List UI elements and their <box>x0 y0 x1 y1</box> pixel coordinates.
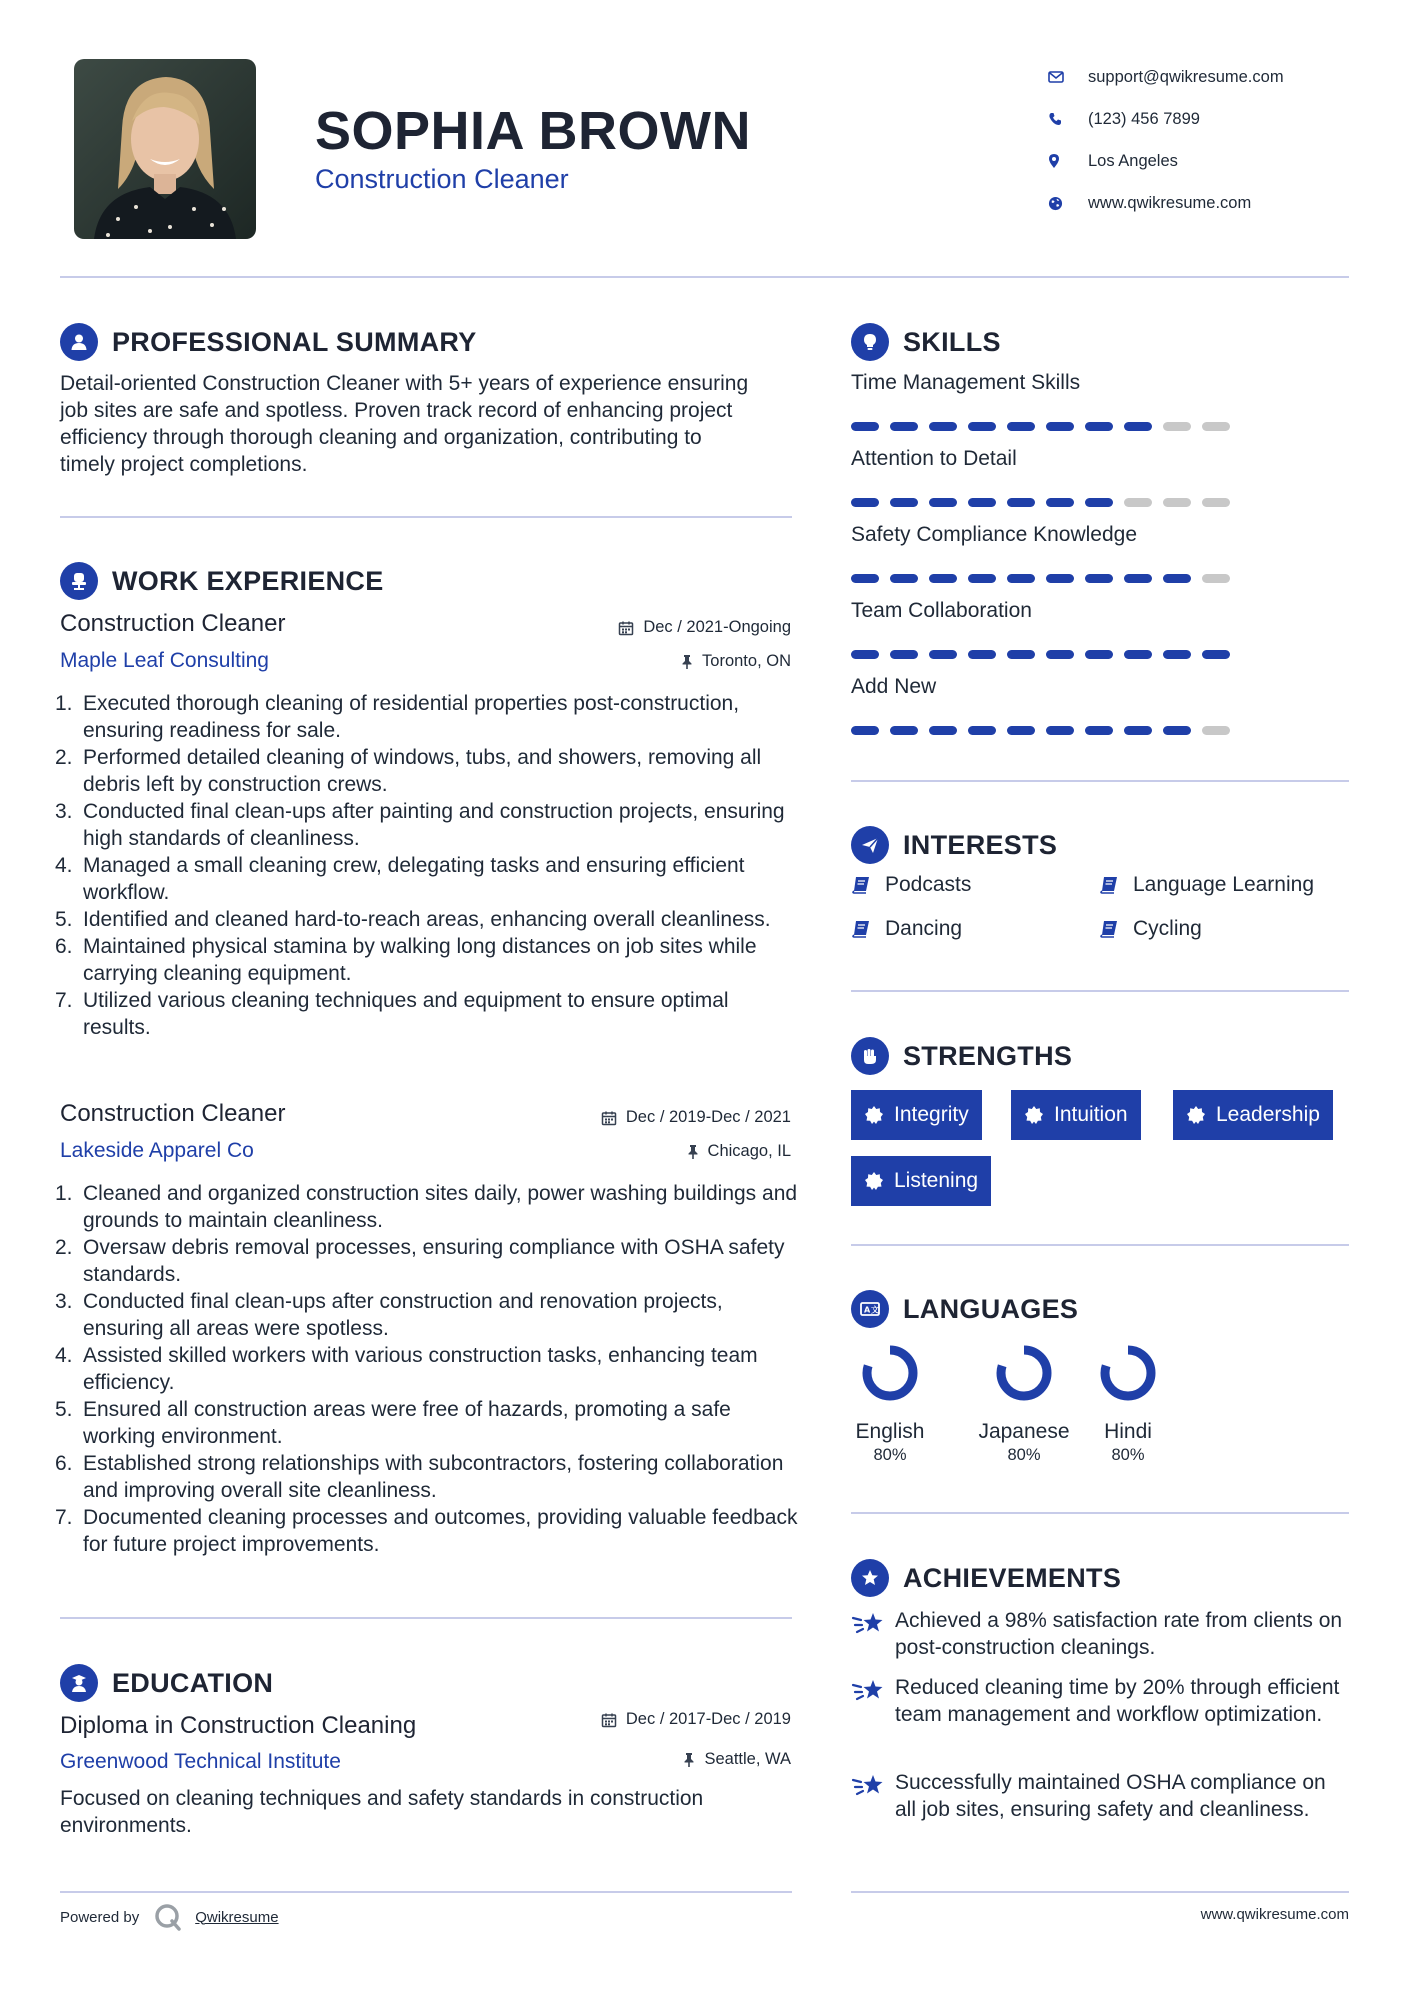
skill-rating <box>851 422 1321 431</box>
job-2-location <box>687 1142 791 1161</box>
skill-rating <box>851 650 1321 659</box>
skill-dot-filled <box>851 726 879 735</box>
contact-website-text: www.qwikresume.com <box>1088 193 1252 212</box>
skill-dot-empty <box>1124 498 1152 507</box>
skills-heading <box>851 323 1001 361</box>
skill-dot-filled <box>1046 726 1074 735</box>
skill-dot-filled <box>1163 574 1191 583</box>
strengths-heading <box>851 1037 1072 1075</box>
skill-dot-filled <box>929 498 957 507</box>
skill-dot-filled <box>968 726 996 735</box>
skill-rating <box>851 574 1321 583</box>
skill-item <box>851 371 1321 431</box>
interest-label: Language Learning <box>1133 873 1315 896</box>
interests-heading <box>851 826 1057 864</box>
skill-dot-filled <box>851 422 879 431</box>
calendar-icon <box>618 620 634 636</box>
shooting-star-icon <box>851 1677 885 1705</box>
experience-heading <box>60 562 384 600</box>
skill-dot-filled <box>1124 574 1152 583</box>
interests-divider <box>851 990 1349 992</box>
strength-label: Intuition <box>1054 1103 1128 1126</box>
achievements-heading <box>851 1559 1121 1597</box>
skill-dot-filled <box>929 574 957 583</box>
education-school: Greenwood Technical Institute <box>60 1750 341 1773</box>
job-2-dates-text: Dec / 2019-Dec / 2021 <box>625 1108 791 1126</box>
summary-text: Detail-oriented Construction Cleaner with 5+ years of experience ensuring job sites are safe and spotless. Proven track record of enhancing project efficiency through thorough cleaning and organization, contributing to timely project completions. <box>60 372 749 476</box>
skill-dot-filled <box>968 574 996 583</box>
skill-name: Team Collaboration <box>851 599 1032 622</box>
skill-dot-filled <box>1046 422 1074 431</box>
skill-dot-filled <box>1124 650 1152 659</box>
strength-label: Integrity <box>894 1103 969 1126</box>
strength-chip <box>1173 1090 1333 1140</box>
duty-item: 4. Assisted skilled workers with various construction tasks, enhancing team efficiency. <box>55 1344 758 1394</box>
duty-item: 1. Cleaned and organized construction sites daily, power washing buildings and grounds to maintain cleanliness. <box>55 1182 798 1232</box>
duty-item: 2. Performed detailed cleaning of windows, tubs, and showers, removing all debris left by construction crews. <box>55 746 762 796</box>
skill-dot-filled <box>1163 726 1191 735</box>
briefcase-chair-icon <box>60 562 98 600</box>
contact-phone-text: (123) 456 7899 <box>1088 109 1200 128</box>
skill-dot-filled <box>1007 422 1035 431</box>
skill-dot-filled <box>1046 574 1074 583</box>
fist-icon <box>851 1037 889 1075</box>
achievement-text: Reduced cleaning time by 20% through efficient team management and workflow optimization. <box>895 1676 1340 1726</box>
skills-heading-text: SKILLS <box>903 326 1001 357</box>
duty-item: 3. Conducted final clean-ups after construction and renovation projects, ensuring all areas were spotless. <box>55 1290 723 1340</box>
badge-star-icon <box>864 1105 884 1125</box>
language-level-ring <box>1098 1343 1158 1403</box>
job-1-title: Construction Cleaner <box>60 610 286 637</box>
languages-heading <box>851 1290 1078 1328</box>
duty-item: 6. Established strong relationships with subcontractors, fostering collaboration and improving overall site cleanliness. <box>55 1452 784 1502</box>
skill-dot-filled <box>1046 498 1074 507</box>
header-divider <box>60 276 1349 278</box>
skill-dot-filled <box>968 498 996 507</box>
skill-name: Attention to Detail <box>851 447 1017 470</box>
skill-item <box>851 599 1321 659</box>
pushpin-icon <box>683 1752 695 1768</box>
footer-url[interactable]: www.qwikresume.com <box>1200 1906 1349 1923</box>
profile-photo <box>74 59 256 239</box>
skill-dot-filled <box>851 650 879 659</box>
skill-dot-filled <box>1124 726 1152 735</box>
interest-item <box>1099 917 1202 941</box>
interest-item <box>1099 873 1314 897</box>
achievement-item <box>851 1769 1351 1823</box>
skill-rating <box>851 726 1321 735</box>
skill-dot-filled <box>1007 650 1035 659</box>
job-1-duties <box>55 690 800 1041</box>
svg-text:A: A <box>864 1305 871 1315</box>
star-badge-icon <box>851 1559 889 1597</box>
skill-dot-empty <box>1202 574 1230 583</box>
skill-dot-filled <box>890 726 918 735</box>
skills-divider <box>851 780 1349 782</box>
skill-dot-empty <box>1202 498 1230 507</box>
language-name: English <box>855 1420 925 1443</box>
qwikresume-link[interactable]: Qwikresume <box>195 1908 279 1926</box>
calendar-icon <box>601 1712 617 1728</box>
education-location-text: Seattle, WA <box>704 1750 791 1768</box>
strength-chip <box>1011 1090 1141 1140</box>
interest-label: Cycling <box>1133 917 1202 940</box>
strength-chip <box>851 1090 982 1140</box>
skill-dot-filled <box>890 650 918 659</box>
strength-chip <box>851 1156 991 1206</box>
book-icon <box>1099 876 1119 894</box>
badge-star-icon <box>1024 1105 1044 1125</box>
language-item <box>1073 1343 1183 1465</box>
skill-dot-filled <box>1046 650 1074 659</box>
language-percent: 80% <box>1007 1446 1041 1464</box>
interest-label: Dancing <box>885 917 963 940</box>
duty-item: 2. Oversaw debris removal processes, ensuring compliance with OSHA safety standards. <box>55 1236 785 1286</box>
skill-dot-empty <box>1163 498 1191 507</box>
phone-icon <box>1048 112 1062 126</box>
skill-dot-filled <box>929 422 957 431</box>
education-dates-text: Dec / 2017-Dec / 2019 <box>625 1710 791 1728</box>
summary-heading-text: PROFESSIONAL SUMMARY <box>112 326 477 357</box>
contact-list <box>1048 56 1284 224</box>
skill-item <box>851 523 1321 583</box>
language-percent: 80% <box>873 1446 907 1464</box>
education-heading <box>60 1664 273 1702</box>
skill-dot-filled <box>1085 650 1113 659</box>
skill-dot-filled <box>1202 650 1230 659</box>
skill-dot-filled <box>890 574 918 583</box>
language-item <box>969 1343 1079 1465</box>
skill-dot-filled <box>1085 574 1113 583</box>
skill-dot-filled <box>1085 422 1113 431</box>
skill-dot-filled <box>890 498 918 507</box>
book-icon <box>851 876 871 894</box>
contact-location <box>1048 140 1284 182</box>
education-description: Focused on cleaning techniques and safety standards in construction environments. <box>60 1787 704 1837</box>
duty-item: 3. Conducted final clean-ups after painting and construction projects, ensuring high standards of cleanliness. <box>55 800 785 850</box>
experience-heading-text: WORK EXPERIENCE <box>112 565 384 596</box>
achievement-item <box>851 1674 1351 1728</box>
skill-dot-empty <box>1163 422 1191 431</box>
skill-dot-filled <box>851 498 879 507</box>
map-pin-icon <box>1048 153 1060 169</box>
badge-star-icon <box>1186 1105 1206 1125</box>
experience-divider <box>60 1617 792 1619</box>
skill-dot-filled <box>968 422 996 431</box>
contact-email[interactable] <box>1048 56 1284 98</box>
user-icon <box>60 323 98 361</box>
skill-dot-filled <box>851 574 879 583</box>
duty-item: 5. Identified and cleaned hard-to-reach areas, enhancing overall cleanliness. <box>55 908 771 931</box>
skill-dot-filled <box>1085 726 1113 735</box>
skill-dot-empty <box>1202 422 1230 431</box>
candidate-title: Construction Cleaner <box>315 164 569 194</box>
calendar-icon <box>601 1110 617 1126</box>
skill-dot-filled <box>1085 498 1113 507</box>
education-dates <box>601 1710 791 1729</box>
duty-item: 4. Managed a small cleaning crew, delegating tasks and ensuring efficient workflow. <box>55 854 745 904</box>
pushpin-icon <box>681 654 693 670</box>
book-icon <box>1099 920 1119 938</box>
skill-dot-filled <box>1007 574 1035 583</box>
interests-heading-text: INTERESTS <box>903 829 1058 860</box>
summary-heading <box>60 323 477 361</box>
job-2-company: Lakeside Apparel Co <box>60 1139 254 1162</box>
achievement-text: Achieved a 98% satisfaction rate from clients on post-construction cleanings. <box>895 1609 1343 1659</box>
skill-dot-filled <box>968 650 996 659</box>
contact-phone[interactable] <box>1048 98 1284 140</box>
duty-item: 5. Ensured all construction areas were free of hazards, promoting a safe working environment. <box>55 1398 731 1448</box>
skill-rating <box>851 498 1321 507</box>
interest-item <box>851 873 971 897</box>
summary-divider <box>60 516 792 518</box>
strengths-heading-text: STRENGTHS <box>903 1040 1073 1071</box>
education-degree: Diploma in Construction Cleaning <box>60 1712 417 1739</box>
language-name: Hindi <box>1104 1420 1152 1443</box>
skill-dot-filled <box>1163 650 1191 659</box>
job-2-location-text: Chicago, IL <box>707 1142 791 1160</box>
job-2-dates <box>601 1108 791 1127</box>
language-level-ring <box>860 1343 920 1403</box>
duty-item: 7. Utilized various cleaning techniques and equipment to ensure optimal results. <box>55 989 729 1039</box>
interest-label: Podcasts <box>885 873 972 896</box>
footer-divider-left <box>60 1891 792 1893</box>
job-1-dates-text: Dec / 2021-Ongoing <box>643 618 791 636</box>
language-item <box>835 1343 945 1465</box>
contact-email-text: support@qwikresume.com <box>1088 67 1284 86</box>
candidate-name: SOPHIA BROWN <box>315 101 751 161</box>
graduate-icon <box>60 1664 98 1702</box>
envelope-icon <box>1048 71 1064 83</box>
shooting-star-icon <box>851 1610 885 1638</box>
paper-plane-icon <box>851 826 889 864</box>
achievements-heading-text: ACHIEVEMENTS <box>903 1562 1122 1593</box>
language-level-ring <box>994 1343 1054 1403</box>
language-percent: 80% <box>1111 1446 1145 1464</box>
job-1-company: Maple Leaf Consulting <box>60 649 269 672</box>
language-name: Japanese <box>978 1420 1070 1443</box>
job-1-location-text: Toronto, ON <box>702 652 791 670</box>
skill-dot-filled <box>1007 498 1035 507</box>
powered-by <box>60 1902 279 1932</box>
skill-dot-filled <box>890 422 918 431</box>
contact-location-text: Los Angeles <box>1088 151 1178 170</box>
skill-dot-filled <box>1007 726 1035 735</box>
languages-divider <box>851 1512 1349 1514</box>
duty-item: 1. Executed thorough cleaning of residential properties post-construction, ensuring readiness for sale. <box>55 692 740 742</box>
contact-website[interactable] <box>1048 182 1284 224</box>
strengths-divider <box>851 1244 1349 1246</box>
duty-item: 6. Maintained physical stamina by walking long distances on job sites while carrying cleaning equipment. <box>55 935 757 985</box>
job-1-dates <box>618 618 791 637</box>
book-icon <box>851 920 871 938</box>
translate-icon <box>851 1290 889 1328</box>
education-location <box>683 1750 791 1769</box>
skill-name: Add New <box>851 675 937 698</box>
duty-item: 7. Documented cleaning processes and outcomes, providing valuable feedback for future project improvements. <box>55 1506 798 1556</box>
interest-item <box>851 917 962 941</box>
job-1-location <box>681 652 791 671</box>
languages-heading-text: LANGUAGES <box>903 1293 1079 1324</box>
achievement-text: Successfully maintained OSHA compliance on all job sites, ensuring safety and cleanliness. <box>895 1771 1326 1821</box>
skill-dot-filled <box>929 726 957 735</box>
pushpin-icon <box>687 1144 699 1160</box>
skill-item[interactable] <box>851 675 1321 735</box>
lightbulb-icon <box>851 323 889 361</box>
strength-label: Listening <box>894 1169 979 1192</box>
globe-icon <box>1048 196 1063 211</box>
badge-star-icon <box>864 1171 884 1191</box>
skill-item <box>851 447 1321 507</box>
footer-divider-right <box>851 1891 1349 1893</box>
skill-name: Safety Compliance Knowledge <box>851 523 1138 546</box>
achievement-item <box>851 1607 1351 1661</box>
skill-dot-empty <box>1202 726 1230 735</box>
shooting-star-icon <box>851 1772 885 1800</box>
qwikresume-logo-icon <box>153 1902 183 1932</box>
skill-dot-filled <box>1124 422 1152 431</box>
skill-dot-filled <box>929 650 957 659</box>
skill-name: Time Management Skills <box>851 371 1081 394</box>
strength-label: Leadership <box>1216 1103 1320 1126</box>
education-heading-text: EDUCATION <box>112 1667 274 1698</box>
svg-text:文: 文 <box>871 1305 879 1315</box>
profile-photo-image <box>74 59 256 239</box>
job-2-title: Construction Cleaner <box>60 1100 286 1127</box>
powered-by-label: Powered by <box>60 1908 140 1926</box>
job-2-duties <box>55 1180 800 1558</box>
